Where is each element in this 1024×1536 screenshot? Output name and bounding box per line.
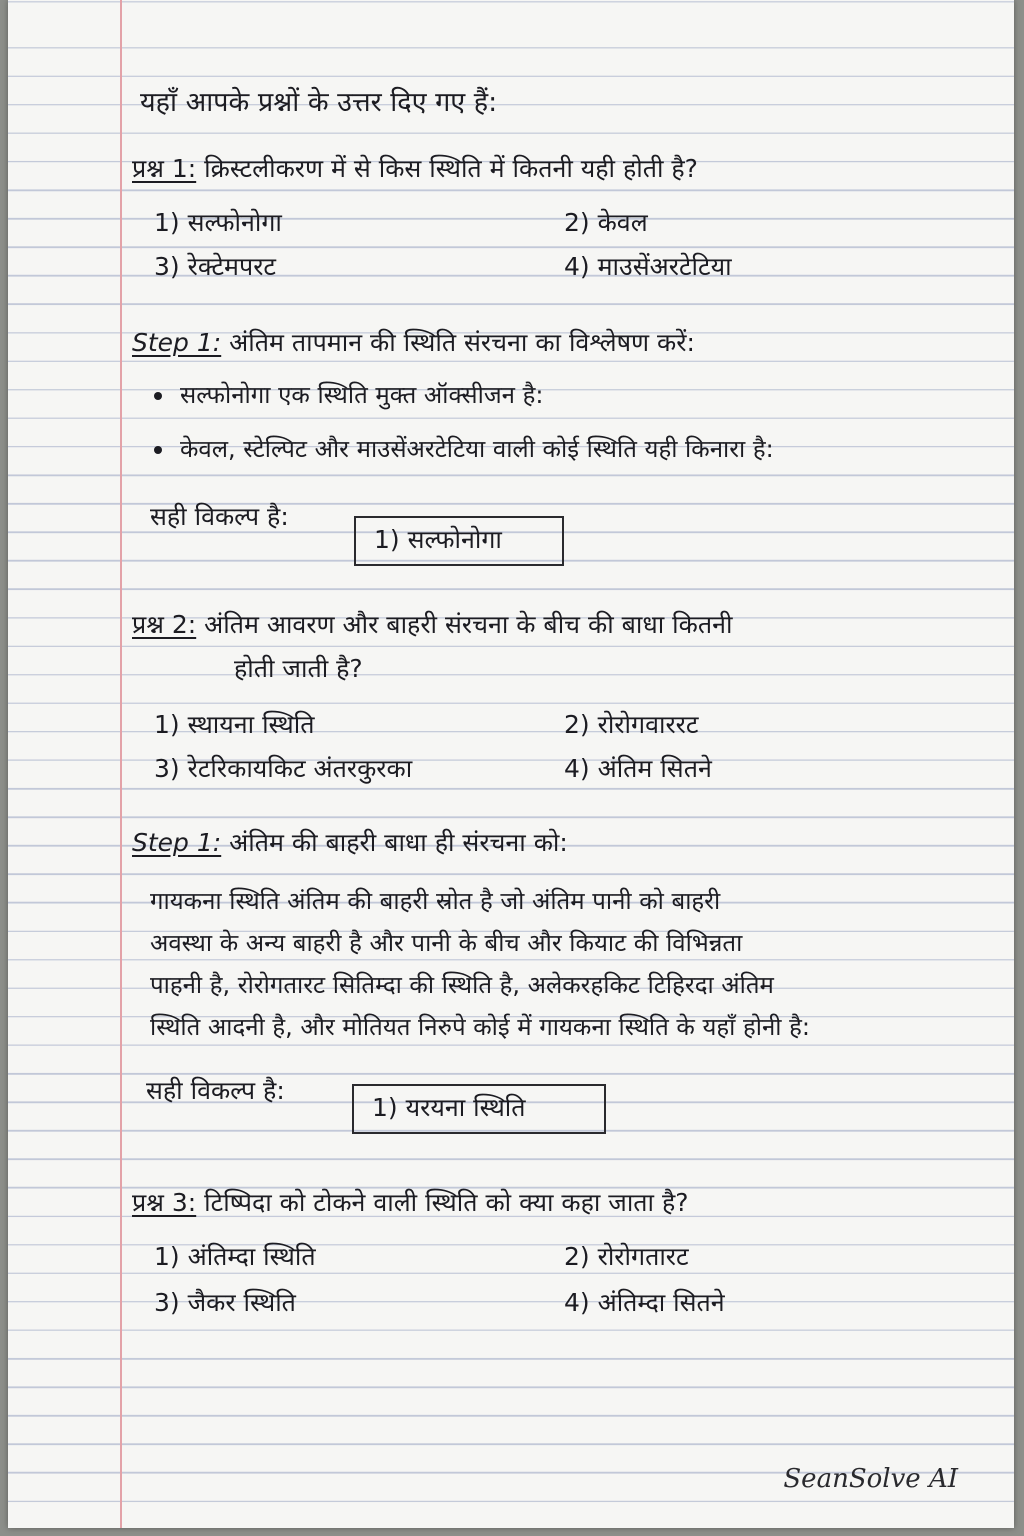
bullet-text: केवल, स्टेल्पिट और माउसेंअरटेटिया वाली कोई स्थिति यही किनारा है:	[180, 435, 774, 463]
step-1-text: अंतिम तापमान की स्थिति संरचना का विश्लेषण करें:	[229, 328, 695, 357]
q1-option-3: 3) रेक्टेमपरट	[154, 252, 277, 281]
question-2-label: प्रश्न 2:	[132, 610, 197, 639]
margin-line	[120, 0, 122, 1528]
bullet-dot	[154, 392, 162, 400]
q1-option-4: 4) माउसेंअरटेटिया	[564, 252, 732, 281]
q2-option-4: 4) अंतिम सितने	[564, 754, 712, 783]
step-2-heading	[132, 826, 568, 860]
step-2-answer-box: 1) यरयना स्थिति	[352, 1084, 606, 1134]
q3-option-4: 4) अंतिम्दा सितने	[564, 1288, 725, 1317]
question-2-text: अंतिम आवरण और बाहरी संरचना के बीच की बाधा कितनी	[204, 610, 733, 639]
step-2-paragraph-line-4: स्थिति आदनी है, और मोतियत निरुपे कोई में गायकना स्थिति के यहाँ होनी है:	[150, 1013, 810, 1041]
step-2-paragraph-line-1: गायकना स्थिति अंतिम की बाहरी स्रोत है जो अंतिम पानी को बाहरी	[150, 887, 721, 915]
question-1	[132, 152, 698, 186]
q3-option-2: 2) रोरोगतारट	[564, 1242, 689, 1271]
bullet-dot	[154, 446, 162, 454]
question-3-label: प्रश्न 3:	[132, 1188, 197, 1217]
step-1-bullet-1	[154, 378, 543, 412]
q2-option-1: 1) स्थायना स्थिति	[154, 710, 315, 739]
step-1-answer-box: 1) सल्फोनोगा	[354, 516, 564, 566]
q2-option-2: 2) रोरोगवाररट	[564, 710, 699, 739]
q3-option-1: 1) अंतिम्दा स्थिति	[154, 1242, 316, 1271]
step-2-label: Step 1:	[132, 828, 222, 857]
question-3	[132, 1186, 689, 1220]
question-2-text-line-2: होती जाती है?	[234, 654, 363, 683]
bullet-text: सल्फोनोगा एक स्थिति मुक्त ऑक्सीजन है:	[180, 381, 544, 409]
brand-signature: SeanSolve AI	[783, 1464, 958, 1494]
step-1-bullet-2	[154, 432, 774, 466]
step-1-heading	[132, 326, 695, 360]
q1-option-1: 1) सल्फोनोगा	[154, 208, 282, 237]
step-2-answer-label: सही विकल्प है:	[146, 1076, 285, 1105]
step-2-paragraph-line-3: पाहनी है, रोरोगतारट सितिम्दा की स्थिति है, अलेकरहकिट टिहिरदा अंतिम	[150, 971, 774, 999]
step-2-paragraph-line-2: अवस्था के अन्य बाहरी है और पानी के बीच और कियाट की विभिन्नता	[150, 929, 743, 957]
notebook-page	[8, 0, 1014, 1528]
question-1-text: क्रिस्टलीकरण में से किस स्थिति में कितनी यही होती है?	[204, 154, 698, 183]
step-1-answer-label: सही विकल्प है:	[150, 502, 289, 531]
question-3-text: टिष्पिदा को टोकने वाली स्थिति को क्या कहा जाता है?	[204, 1188, 689, 1217]
q2-option-3: 3) रेटरिकायकिट अंतरकुरका	[154, 754, 413, 783]
question-1-label: प्रश्न 1:	[132, 154, 197, 183]
q3-option-3: 3) जैकर स्थिति	[154, 1288, 296, 1317]
intro-heading: यहाँ आपके प्रश्नों के उत्तर दिए गए हैं:	[140, 87, 498, 118]
q1-option-2: 2) केवल	[564, 208, 648, 237]
step-1-label: Step 1:	[132, 328, 222, 357]
question-2	[132, 608, 732, 642]
step-2-text: अंतिम की बाहरी बाधा ही संरचना को:	[229, 828, 568, 857]
